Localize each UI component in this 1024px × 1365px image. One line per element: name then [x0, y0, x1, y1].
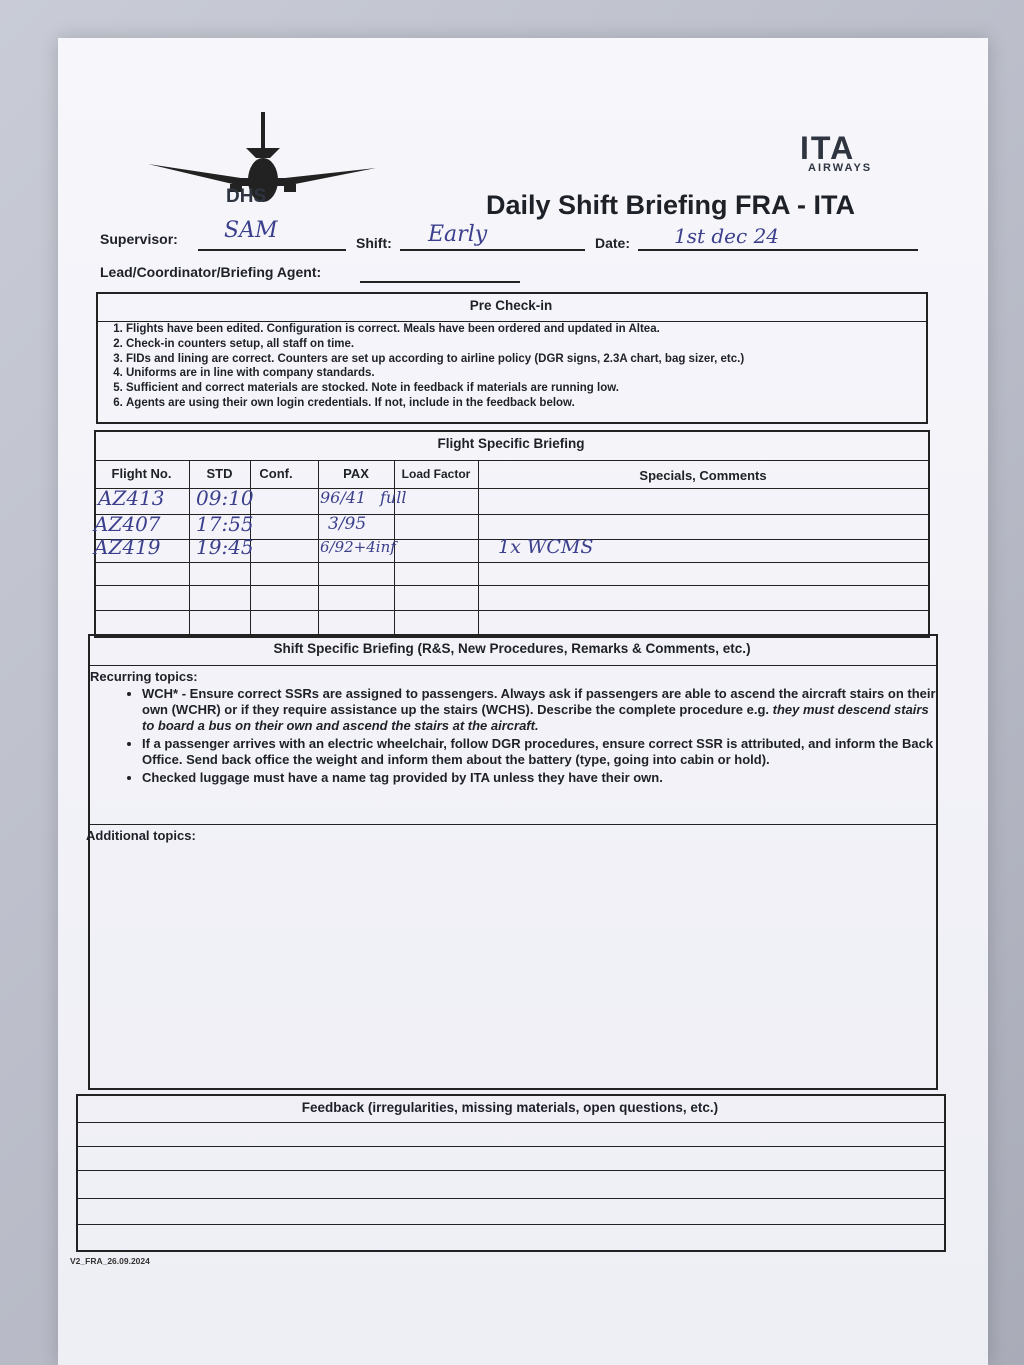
cell-pax[interactable]: 6/92+4inf: [320, 538, 396, 556]
pre-checkin-item: 1. Flights have been edited. Configuration is correct. Meals have been ordered and updated in Altea.: [126, 322, 926, 337]
cell-flight[interactable]: AZ413: [98, 486, 165, 510]
ita-logo-subtext: AIRWAYS: [808, 162, 873, 174]
col-line: [189, 460, 190, 634]
col-header-flight: Flight No.: [111, 466, 172, 481]
shift-briefing-divider: [88, 665, 936, 666]
shift-line: [400, 249, 585, 251]
row-line: [94, 562, 928, 563]
shift-briefing-title: Shift Specific Briefing (R&S, New Procedures, Remarks & Comments, etc.): [273, 641, 751, 656]
row-line: [94, 585, 928, 586]
ita-logo-text: ITA: [800, 130, 856, 166]
shift-label: Shift:: [356, 235, 392, 251]
row-line: [94, 610, 928, 611]
cell-flight[interactable]: AZ419: [94, 535, 161, 559]
cell-load-factor[interactable]: full: [380, 488, 407, 507]
recurring-topic: • If a passenger arrives with an electric wheelchair, follow DGR procedures, ensure correct SSR is attributed, and inform the Back Office. Send back office the weight and inform them about the battery (type, going into cabin or hold).: [142, 736, 942, 768]
form-sheet: [58, 38, 988, 1365]
additional-divider: [88, 824, 936, 825]
supervisor-line: [198, 249, 346, 251]
lead-line: [360, 281, 520, 283]
recurring-topic: • Checked luggage must have a name tag provided by ITA unless they have their own.: [142, 770, 942, 786]
version-footer: V2_FRA_26.09.2024: [70, 1256, 150, 1266]
pre-checkin-item: 6. Agents are using their own login credentials. If not, include in the feedback below.: [126, 396, 926, 411]
col-line: [318, 460, 319, 634]
pre-checkin-title: Pre Check-in: [469, 298, 553, 313]
recurring-topic-italic: they must descend stairs to board a bus on their own and ascend the stairs at the aircraft.: [142, 702, 929, 733]
pre-checkin-item: 2. Check-in counters setup, all staff on time.: [126, 337, 926, 352]
date-line: [638, 249, 918, 251]
feedback-line[interactable]: [76, 1224, 944, 1225]
col-header-std: STD: [206, 466, 233, 481]
flight-briefing-title: Flight Specific Briefing: [437, 436, 585, 451]
cell-pax[interactable]: 96/41: [320, 488, 367, 507]
pre-checkin-item: 5. Sufficient and correct materials are stocked. Note in feedback if materials are running low.: [126, 381, 926, 396]
recurring-topics-label: Recurring topics:: [90, 669, 198, 684]
feedback-line[interactable]: [76, 1198, 944, 1199]
cell-comment[interactable]: 1x WCMS: [498, 536, 594, 558]
col-line: [478, 460, 479, 634]
flight-briefing-divider: [94, 460, 928, 461]
feedback-line[interactable]: [76, 1146, 944, 1147]
feedback-title: Feedback (irregularities, missing materials, open questions, etc.): [301, 1100, 719, 1115]
recurring-topics-list: [118, 686, 942, 788]
feedback-box: [76, 1094, 946, 1252]
date-value[interactable]: 1st dec 24: [674, 224, 780, 248]
cell-std[interactable]: 09:10: [196, 486, 254, 510]
page-title: Daily Shift Briefing FRA - ITA: [486, 190, 855, 220]
dhs-logo-text: DHS: [226, 186, 267, 207]
col-header-comments: Specials, Comments: [639, 468, 767, 483]
pre-checkin-item: 4. Uniforms are in line with company standards.: [126, 366, 926, 381]
shift-value[interactable]: Early: [428, 222, 488, 247]
col-header-load-factor: Load Factor: [401, 467, 471, 481]
recurring-topic-text: WCH* - Ensure correct SSRs are assigned to passengers. Always ask if passengers are able to ascend the aircraft stairs on their own (WCHR) or if they require assistance up the stairs (WCHS). Describe the complete procedure e.g.: [142, 686, 936, 717]
cell-std[interactable]: 17:55: [196, 512, 254, 536]
supervisor-value[interactable]: SAM: [224, 218, 278, 243]
feedback-line[interactable]: [76, 1170, 944, 1171]
recurring-topic: [142, 686, 942, 734]
supervisor-label: Supervisor:: [100, 231, 178, 247]
cell-flight[interactable]: AZ407: [94, 512, 161, 536]
feedback-divider: [76, 1122, 944, 1123]
cell-pax[interactable]: 3/95: [328, 514, 367, 534]
col-header-conf: Conf.: [259, 466, 293, 481]
col-header-pax: PAX: [343, 466, 369, 481]
pre-checkin-list: [98, 322, 926, 411]
lead-label: Lead/Coordinator/Briefing Agent:: [100, 264, 322, 280]
pre-checkin-item: 3. FIDs and lining are correct. Counters are set up according to airline policy (DGR signs, 2.3A chart, bag sizer, etc.): [126, 352, 926, 367]
cell-std[interactable]: 19:45: [196, 535, 254, 559]
date-label: Date:: [595, 235, 631, 251]
additional-topics-label: Additional topics:: [86, 828, 196, 843]
